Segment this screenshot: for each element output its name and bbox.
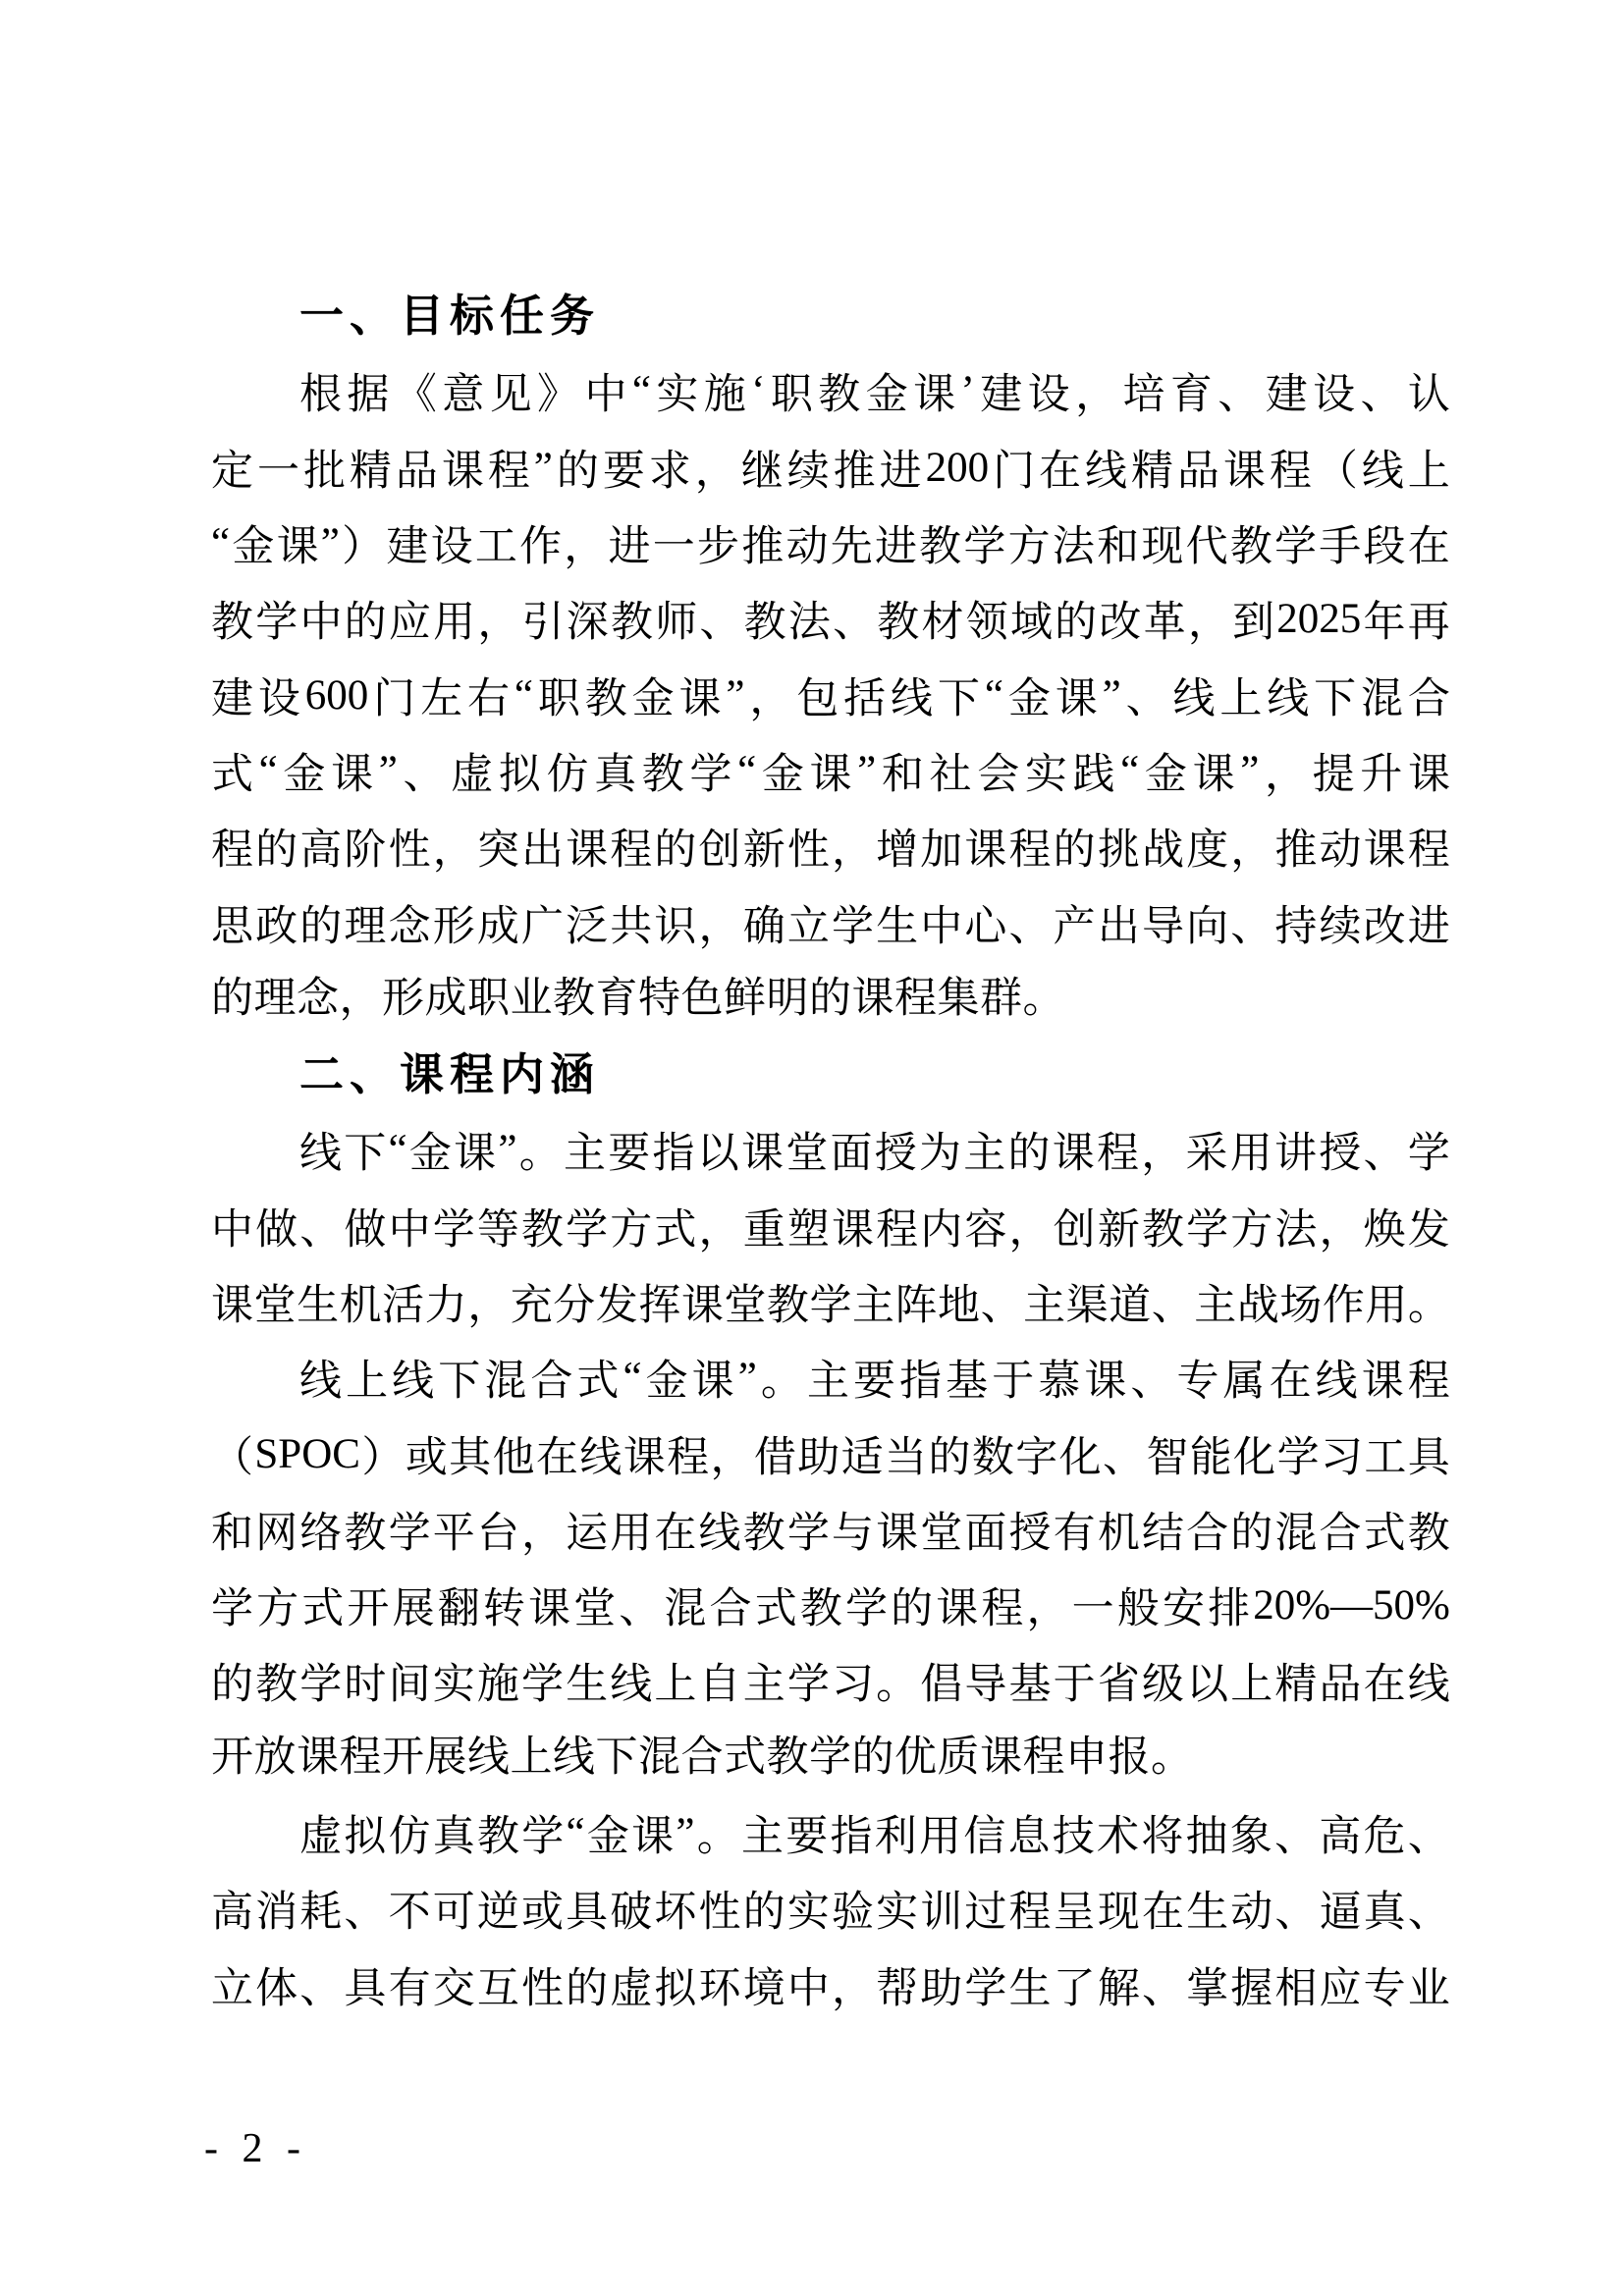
text-line: 思 政 的 理 念 形 成 广 泛 共 识 ， 确 立 学 生 中 心 、 产 出 导 向 、 持 续 改 进 [211, 903, 1450, 950]
text-line: 开放课程开展线上线下混合式教学的优质课程申报。 [211, 1734, 1194, 1781]
text-line: 建 设 600 门 左 右 “ 职 教 金 课 ” ， 包 括 线 下 “ 金 课 ” 、 线 上 线 下 混 合 [211, 671, 1450, 722]
text-line: 和 网 络 教 学 平 台 ， 运 用 在 线 教 学 与 课 堂 面 授 有 机 结 合 的 混 合 式 教 [211, 1510, 1450, 1557]
text-line: 定 一 批 精 品 课 程 ” 的 要 求 ， 继 续 推 进 200 门 在 线 精 品 课 程 （ 线 上 [211, 444, 1450, 495]
text-line: 线 上 线 下 混 合 式 “ 金 课 ” 。 主 要 指 基 于 慕 课 、 专 属 在 线 课 程 [299, 1355, 1450, 1406]
page-number: - 2 - [204, 2126, 307, 2171]
text-line: 学 方 式 开 展 翻 转 课 堂 、 混 合 式 教 学 的 课 程 ， 一 般 安 排 20%—50% [211, 1582, 1450, 1633]
document-body [211, 278, 1450, 2023]
text-line: “ 金 课 ” ） 建 设 工 作 ， 进 一 步 推 动 先 进 教 学 方 法 和 现 代 教 学 手 段 在 [211, 520, 1450, 571]
text-line: 根 据 《 意 见 》 中 “ 实 施 ‘ 职 教 金 课 ’ 建 设 ， 培 育 、 建 设 、 认 [299, 368, 1450, 419]
text-line: 的理念，形成职业教育特色鲜明的课程集群。 [211, 975, 1065, 1022]
section-heading: 一、目标任务 [299, 291, 601, 341]
text-line: 中 做 、 做 中 学 等 教 学 方 式 ， 重 塑 课 程 内 容 ， 创 新 教 学 方 法 ， 焕 发 [211, 1206, 1450, 1254]
text-line: 的 教 学 时 间 实 施 学 生 线 上 自 主 学 习 。 倡 导 基 于 省 级 以 上 精 品 在 线 [211, 1662, 1450, 1709]
text-line: 高 消 耗 、 不 可 逆 或 具 破 坏 性 的 实 验 实 训 过 程 呈 现 在 生 动 、 逼 真 、 [211, 1890, 1450, 1937]
text-line: 立 体 、 具 有 交 互 性 的 虚 拟 环 境 中 ， 帮 助 学 生 了 解 、 掌 握 相 应 专 业 [211, 1965, 1450, 2012]
text-line: 教 学 中 的 应 用 ， 引 深 教 师 、 教 法 、 教 材 领 域 的 改 革 ， 到 2025 年 再 [211, 596, 1450, 647]
text-line: 线 下 “ 金 课 ” 。 主 要 指 以 课 堂 面 授 为 主 的 课 程 ， 采 用 讲 授 、 学 [299, 1127, 1450, 1178]
section-heading: 二、课程内涵 [299, 1048, 601, 1099]
text-line: （ SPOC ） 或 其 他 在 线 课 程 ， 借 助 适 当 的 数 字 化 、 智 能 化 学 习 工 具 [211, 1430, 1450, 1481]
text-line: 课 堂 生 机 活 力 ， 充 分 发 挥 课 堂 教 学 主 阵 地 、 主 渠 道 、 主 战 场 作 用 。 [211, 1283, 1450, 1329]
text-line: 式 “ 金 课 ” 、 虚 拟 仿 真 教 学 “ 金 课 ” 和 社 会 实 践 “ 金 课 ” ， 提 升 课 [211, 747, 1450, 798]
text-line: 虚 拟 仿 真 教 学 “ 金 课 ” 。 主 要 指 利 用 信 息 技 术 将 抽 象 、 高 危 、 [299, 1810, 1450, 1861]
text-line: 程 的 高 阶 性 ， 突 出 课 程 的 创 新 性 ， 增 加 课 程 的 挑 战 度 ， 推 动 课 程 [211, 828, 1450, 875]
